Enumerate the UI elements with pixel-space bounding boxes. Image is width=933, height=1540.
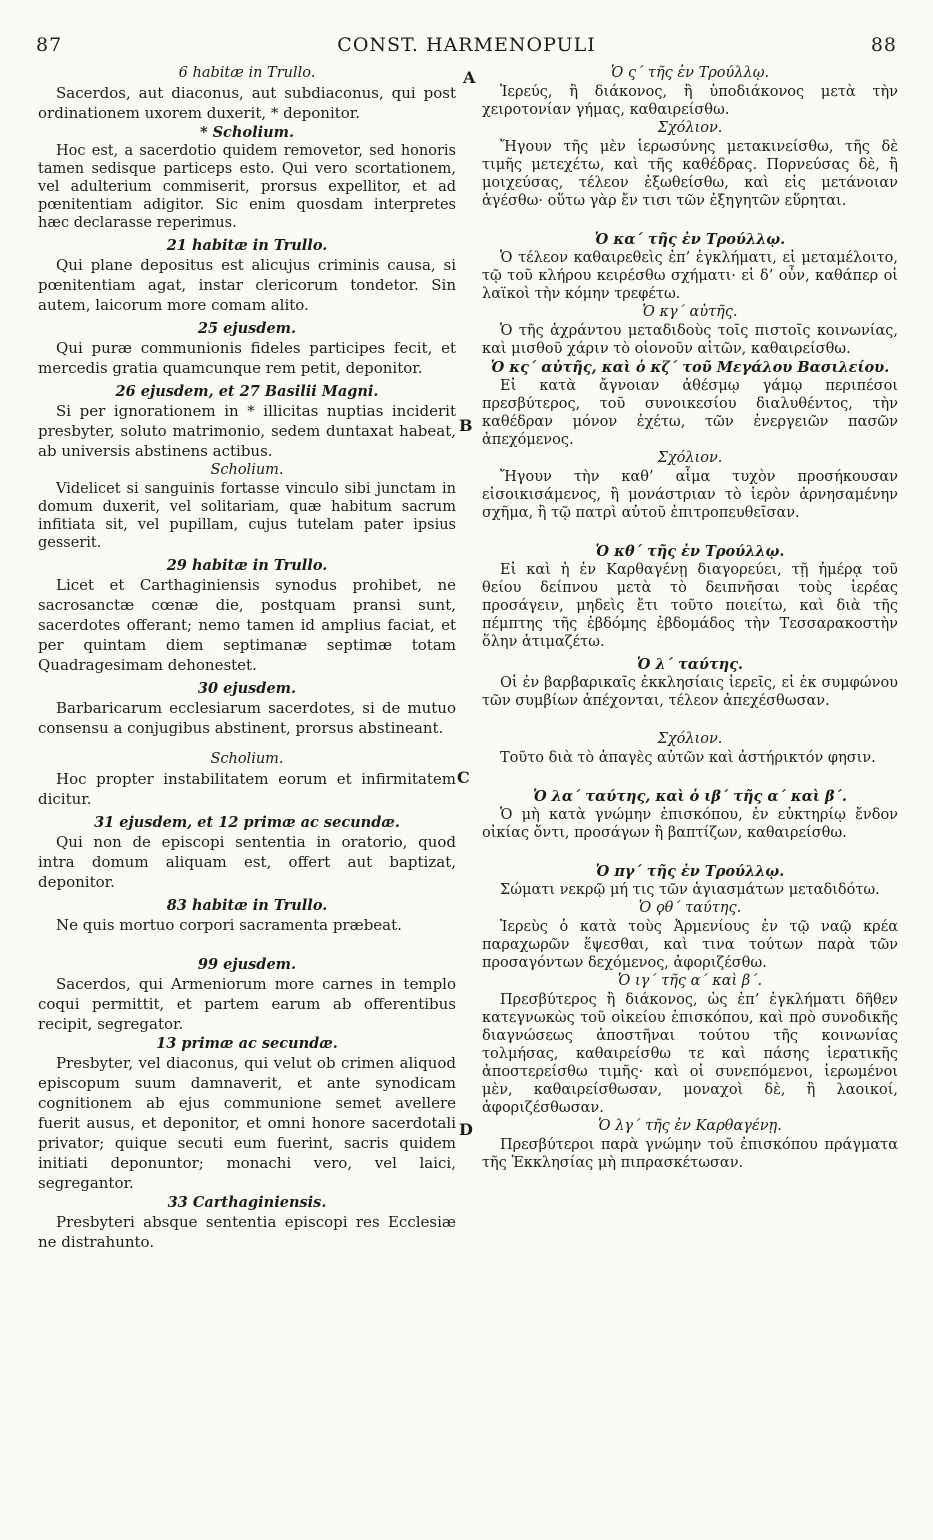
- scholium-heading: Σχόλιον.: [657, 450, 723, 466]
- canon-heading: 30 ejusdem.: [197, 680, 297, 697]
- latin-canon: [38, 896, 456, 935]
- canon-text: Πρεσβύτερος ἢ διάκονος, ὡς ἐπ’ ἐγκλήματι δῆθεν κατεγνωκὼς τοῦ οἰκείου ἐπισκόπου, καὶ πρὸ συνοδικῆς διαγνώσεως ἀποστῆναι τούτου τῆς κοινωνίας τολμήσας, καθαιρείσθω τε καὶ πάσης ἱερατικῆς ἀποστερείσθω τιμῆς· καὶ οἱ συνεπόμενοι, ἱερωμένοι μὲν, καθαιρείσθωσαν, μοναχοὶ δὲ, ἢ λαοικοί, ἀφοριζέσθωσαν.: [482, 992, 898, 1116]
- canon-heading: 31 ejusdem, et 12 primæ ac secundæ.: [94, 814, 400, 831]
- greek-canon: [482, 862, 898, 899]
- canon-heading: 26 ejusdem, et 27 Basilii Magni.: [115, 383, 379, 400]
- canon-heading: Ὁ ϙθ΄ ταύτης.: [638, 900, 742, 916]
- canon-heading: Ὁ λγ΄ τῆς ἐν Καρθαγένῃ.: [598, 1118, 782, 1134]
- scholium-heading: Scholium.: [210, 462, 284, 478]
- margin-letter-a: A: [463, 68, 476, 87]
- canon-text: Sacerdos, qui Armeniorum more carnes in templo coqui permittit, et partem earum ab offerentibus recipit, segregator.: [38, 975, 456, 1033]
- canon-text: Οἱ ἐν βαρβαρικαῖς ἐκκλησίαις ἱερεῖς, εἰ ἐκ συμφώνου τῶν συμβίων ἀπέχονται, τέλεον ἀπεχέσθωσαν.: [482, 675, 898, 709]
- page-number-left: 87: [36, 34, 63, 56]
- latin-scholium: [38, 750, 456, 809]
- page-number-right: 88: [870, 34, 897, 56]
- latin-canon: [38, 679, 456, 738]
- greek-scholium: [482, 730, 898, 767]
- canon-heading: Ὁ πγ΄ τῆς ἐν Τρούλλῳ.: [595, 863, 785, 880]
- scholium-text: Hoc propter instabilitatem eorum et infirmitatem dicitur.: [38, 770, 456, 808]
- canon-text: Σώματι νεκρῷ μή τις τῶν ἁγιασμάτων μεταδιδότω.: [500, 882, 880, 898]
- canon-text: Si per ignorationem in * illicitas nuptias inciderit presbyter, soluto matrimonio, sedem duntaxat habeat, ab universis abstinens actibus.: [38, 402, 456, 460]
- latin-canon: [38, 955, 456, 1034]
- scholium-heading: * Scholium.: [199, 124, 295, 141]
- canon-text: Ἱερεύς, ἢ διάκονος, ἢ ὑποδιάκονος μετὰ τὴν χειροτονίαν γήμας, καθαιρείσθω.: [482, 84, 898, 118]
- margin-letter-d: D: [459, 1120, 473, 1139]
- latin-scholium: [38, 123, 456, 232]
- canon-heading: 83 habitæ in Trullo.: [166, 897, 328, 914]
- greek-column: [482, 64, 898, 1172]
- scholium-text: Hoc est, a sacerdotio quidem removetor, sed honoris tamen sedisque particeps esto. Qui vero scortationem, vel adulterium commiserit, prorsus expellitor, et ad pœnitentiam adigitor. Sic enim quosdam interpretes hæc declarasse reperimus.: [38, 143, 456, 231]
- canon-text: Ὁ τῆς ἀχράντου μεταδιδοὺς τοῖς πιστοῖς κοινωνίας, καὶ μισθοῦ χάριν τὸ οἱονοῦν αἰτῶν, καθαιρείσθω.: [482, 323, 898, 357]
- latin-canon: [38, 1034, 456, 1193]
- scholium-heading: Σχόλιον.: [657, 120, 723, 136]
- running-header: [36, 34, 897, 60]
- canon-text: Qui non de episcopi sententia in oratorio, quod intra domum aliquam est, offert aut baptizat, deponitor.: [38, 833, 456, 891]
- latin-canon: [38, 319, 456, 378]
- greek-canon: [482, 899, 898, 972]
- greek-canon: [482, 358, 898, 449]
- greek-scholium: [482, 119, 898, 210]
- greek-canon: [482, 303, 898, 358]
- canon-text: Licet et Carthaginiensis synodus prohibet, ne sacrosanctæ cœnæ die, postquam pransi sunt, sacerdotes offerant; nemo tamen id amplius faciat, et per quintam diem septimanæ septimæ totam Quadragesimam dehonestet.: [38, 576, 456, 674]
- canon-text: Qui plane depositus est alicujus criminis causa, si pœnitentiam agat, instar clericorum tondetor. Sin autem, laicorum more comam alito.: [38, 256, 456, 314]
- canon-heading: Ὁ λ΄ ταύτης.: [636, 656, 744, 673]
- canon-heading: Ὁ ς΄ τῆς ἐν Τρούλλῳ.: [610, 65, 770, 81]
- latin-column: [38, 64, 456, 1252]
- greek-canon: [482, 787, 898, 842]
- scholium-text: Videlicet si sanguinis fortasse vinculo sibi junctam in domum duxerit, vel solitariam, quæ habitum sacrum infitiata sit, vel pupillam, cujus tutelam pater ipsius gesserit.: [38, 481, 456, 551]
- canon-heading: 13 primæ ac secundæ.: [156, 1035, 338, 1052]
- canon-heading: Ὁ κγ΄ αὐτῆς.: [642, 304, 738, 320]
- greek-canon: [482, 1117, 898, 1172]
- latin-canon: [38, 64, 456, 123]
- scholium-heading: Σχόλιον.: [657, 731, 723, 747]
- scholium-heading: Scholium.: [210, 751, 284, 767]
- latin-canon: [38, 813, 456, 892]
- canon-heading: 99 ejusdem.: [197, 956, 297, 973]
- greek-canon: [482, 655, 898, 710]
- latin-canon: [38, 236, 456, 315]
- margin-letter-c: C: [457, 768, 470, 787]
- greek-canon: [482, 64, 898, 119]
- canon-heading: 21 habitæ in Trullo.: [166, 237, 328, 254]
- canon-heading: Ὁ ιγ΄ τῆς α΄ καὶ β΄.: [617, 973, 763, 989]
- latin-scholium: [38, 461, 456, 552]
- canon-heading: 25 ejusdem.: [197, 320, 297, 337]
- canon-text: Ἱερεὺς ὁ κατὰ τοὺς Ἀρμενίους ἐν τῷ ναῷ κρέα παραχωρῶν ἕψεσθαι, καὶ τινα τούτων παρὰ τῶν προσαγόντων δεχόμενος, ἀφοριζέσθω.: [482, 919, 898, 971]
- canon-heading: Ὁ κς΄ αὐτῆς, καὶ ὁ κζ΄ τοῦ Μεγάλου Βασιλείου.: [490, 359, 890, 376]
- latin-canon: [38, 556, 456, 675]
- canon-heading: 33 Carthaginiensis.: [167, 1194, 327, 1211]
- canon-text: Ne quis mortuo corpori sacramenta præbeat.: [56, 916, 402, 934]
- scholium-text: Ἤγουν τὴν καθ’ αἷμα τυχὸν προσήκουσαν εἰσοικισάμενος, ἢ μονάστριαν τὸ ἱερὸν ἀρνησαμένην σχῆμα, ἢ τῷ πατρὶ αὐτοῦ ἐπιτροπευθεῖσαν.: [482, 469, 898, 521]
- canon-heading: Ὁ λα΄ ταύτης, καὶ ὁ ιβ΄ τῆς α΄ καὶ β΄.: [533, 788, 847, 805]
- canon-heading: Ὁ κα΄ τῆς ἐν Τρούλλῳ.: [594, 231, 786, 248]
- running-title: CONST. HARMENOPULI: [337, 34, 596, 56]
- latin-canon: [38, 382, 456, 461]
- canon-heading: Ὁ κθ΄ τῆς ἐν Τρούλλῳ.: [595, 543, 785, 560]
- canon-text: Sacerdos, aut diaconus, aut subdiaconus, qui post ordinationem uxorem duxerit, * deponitor.: [38, 84, 456, 122]
- greek-scholium: [482, 449, 898, 522]
- greek-canon: [482, 542, 898, 651]
- canon-text: Qui puræ communionis fideles participes fecit, et mercedis gratia quamcunque rem petit, deponitor.: [38, 339, 456, 377]
- canon-text: Ὁ τέλεον καθαιρεθεὶς ἐπ’ ἐγκλήματι, εἰ μεταμέλοιτο, τῷ τοῦ κλήρου κειρέσθω σχήματι· εἰ δ’ οὖν, καθάπερ οἱ λαϊκοὶ τὴν κόμην τρεφέτω.: [482, 250, 898, 302]
- canon-text: Barbaricarum ecclesiarum sacerdotes, si de mutuo consensu a conjugibus abstinent, prorsus abstineant.: [38, 699, 456, 737]
- canon-heading: 29 habitæ in Trullo.: [166, 557, 328, 574]
- canon-text: Presbyteri absque sententia episcopi res Ecclesiæ ne distrahunto.: [38, 1213, 456, 1251]
- canon-heading: 6 habitæ in Trullo.: [178, 65, 316, 81]
- greek-canon: [482, 230, 898, 303]
- canon-text: Ὁ μὴ κατὰ γνώμην ἐπισκόπου, ἐν εὐκτηρίῳ ἔνδον οἰκίας ὄντι, προσάγων ἢ βαπτίζων, καθαιρείσθω.: [482, 807, 898, 841]
- latin-canon: [38, 1193, 456, 1252]
- canon-text: Πρεσβύτεροι παρὰ γνώμην τοῦ ἐπισκόπου πράγματα τῆς Ἐκκλησίας μὴ πιπρασκέτωσαν.: [482, 1137, 898, 1171]
- scholium-text: Ἤγουν τῆς μὲν ἱερωσύνης μετακινείσθω, τῆς δὲ τιμῆς μετεχέτω, καὶ τῆς καθέδρας. Πορνεύσας δὲ, ἢ μοιχεύσας, τέλεον ἐξωθείσθω, καὶ εἰς μετάνοιαν ἀγέσθω· οὕτω γὰρ ἔν τισι τῶν ἐξηγητῶν εὕρηται.: [482, 139, 898, 209]
- margin-letter-b: B: [459, 416, 473, 435]
- canon-text: Εἰ κατὰ ἄγνοιαν ἀθέσμῳ γάμῳ περιπέσοι πρεσβύτερος, τοῦ συνοικεσίου διαλυθέντος, τὴν καθέδραν μόνον ἐχέτω, τῶν ἐνεργειῶν πασῶν ἀπεχόμενος.: [482, 378, 898, 448]
- scholium-text: Τοῦτο διὰ τὸ ἀπαγὲς αὐτῶν καὶ ἀστήρικτόν φησιν.: [500, 750, 876, 766]
- canon-text: Presbyter, vel diaconus, qui velut ob crimen aliquod episcopum suum damnaverit, et ante synodicam cognitionem ab ejus communione semet avellere fuerit ausus, et deponitor, et omni honore sacerdotali privator; quique secuti eum fuerint, sacris quidem initiati deponuntor; monachi vero, vel laici, segregantor.: [38, 1054, 456, 1192]
- canon-text: Εἰ καὶ ἡ ἐν Καρθαγένῃ διαγορεύει, τῇ ἡμέρᾳ τοῦ θείου δείπνου μετὰ τὸ δειπνῆσαι τοὺς ἱερέας προσάγειν, μηδεὶς ἔτι τοῦτο ποιείτω, καὶ διὰ τῆς πέμπτης τῆς ἑβδόμης ἑβδομάδος τὴν Τεσσαρακοστὴν ὅλην ἀτιμαζέτω.: [482, 562, 898, 650]
- greek-canon: [482, 972, 898, 1117]
